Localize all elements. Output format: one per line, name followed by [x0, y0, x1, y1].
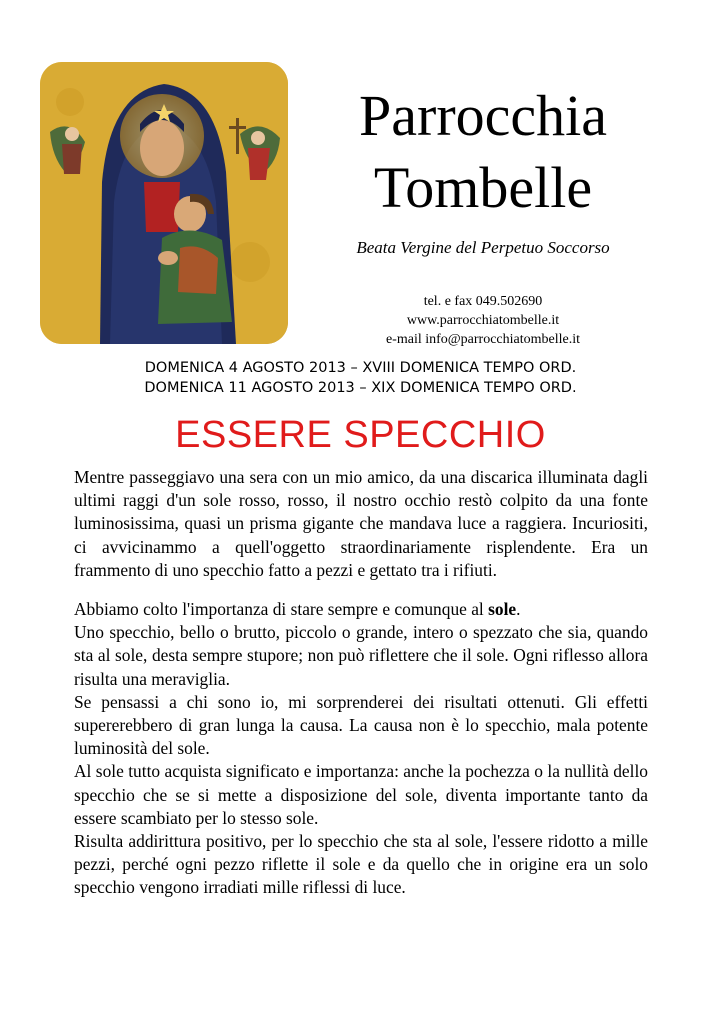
paragraph-2-bold: sole: [488, 599, 517, 620]
article-body: [74, 466, 648, 900]
phone-fax: tel. e fax 049.502690: [423, 294, 543, 309]
paragraph-2-end: .: [516, 599, 521, 620]
date-block: [40, 358, 681, 398]
paragraph-5: Al sole tutto acquista significato e importanza: anche la pochezza o la nullità dello specchio che se si mette a disposizione del sole, diventa importante tanto da essere scambiato per lo stesso sole.: [74, 761, 648, 828]
paragraph-2: [74, 598, 648, 621]
date-line-1: DOMENICA 4 AGOSTO 2013 – XVIII DOMENICA TEMPO ORD.: [144, 360, 577, 376]
paragraph-6: Risulta addirittura positivo, per lo specchio che sta al sole, l'essere ridotto a mille pezzi, perché ogni pezzo riflette il sole e da quello che in origine era un solo specchio vengono irradiati mille riflessi di luce.: [74, 831, 648, 898]
paragraph-1: Mentre passeggiavo una sera con un mio amico, da una discarica illuminata dagli ultimi raggi d'un sole rosso, rosso, il nostro occhio restò colpito da una fonte luminosissima, quasi un prisma gigante che mandava luce a raggiera. Incuriositi, ci avvicinammo a quell'oggetto straordinariamente risplendente. Era un frammento di uno specchio fatto a pezzi e gettato tra i rifiuti.: [74, 467, 648, 580]
title-line-2: Tombelle: [373, 155, 593, 220]
article-headline: ESSERE SPECCHIO: [175, 414, 546, 456]
title-line-1: Parrocchia: [359, 83, 607, 148]
page-subtitle: Beata Vergine del Perpetuo Soccorso: [356, 238, 610, 257]
paragraph-3: Uno specchio, bello o brutto, piccolo o grande, intero o spezzato che sia, quando sta al sole, desta sempre stupore; non può riflettere che il sole. Ogni riflesso allora risulta una meraviglia.: [74, 622, 648, 689]
paragraph-2-text: Abbiamo colto l'importanza di stare sempre e comunque al: [74, 599, 489, 620]
paragraph-4: Se pensassi a chi sono io, mi sorprenderei dei risultati ottenuti. Gli effetti supererebbero di gran lunga la causa. La causa non è lo specchio, mala potente luminosità del sole.: [74, 691, 648, 759]
page-title: [298, 80, 668, 224]
madonna-icon: [40, 62, 288, 344]
website-link[interactable]: www.parrocchiatombelle.it: [406, 313, 560, 328]
contact-block: [298, 292, 668, 349]
email-link[interactable]: e-mail info@parrocchiatombelle.it: [385, 332, 581, 347]
date-line-2: DOMENICA 11 AGOSTO 2013 – XIX DOMENICA TEMPO ORD.: [144, 380, 577, 396]
